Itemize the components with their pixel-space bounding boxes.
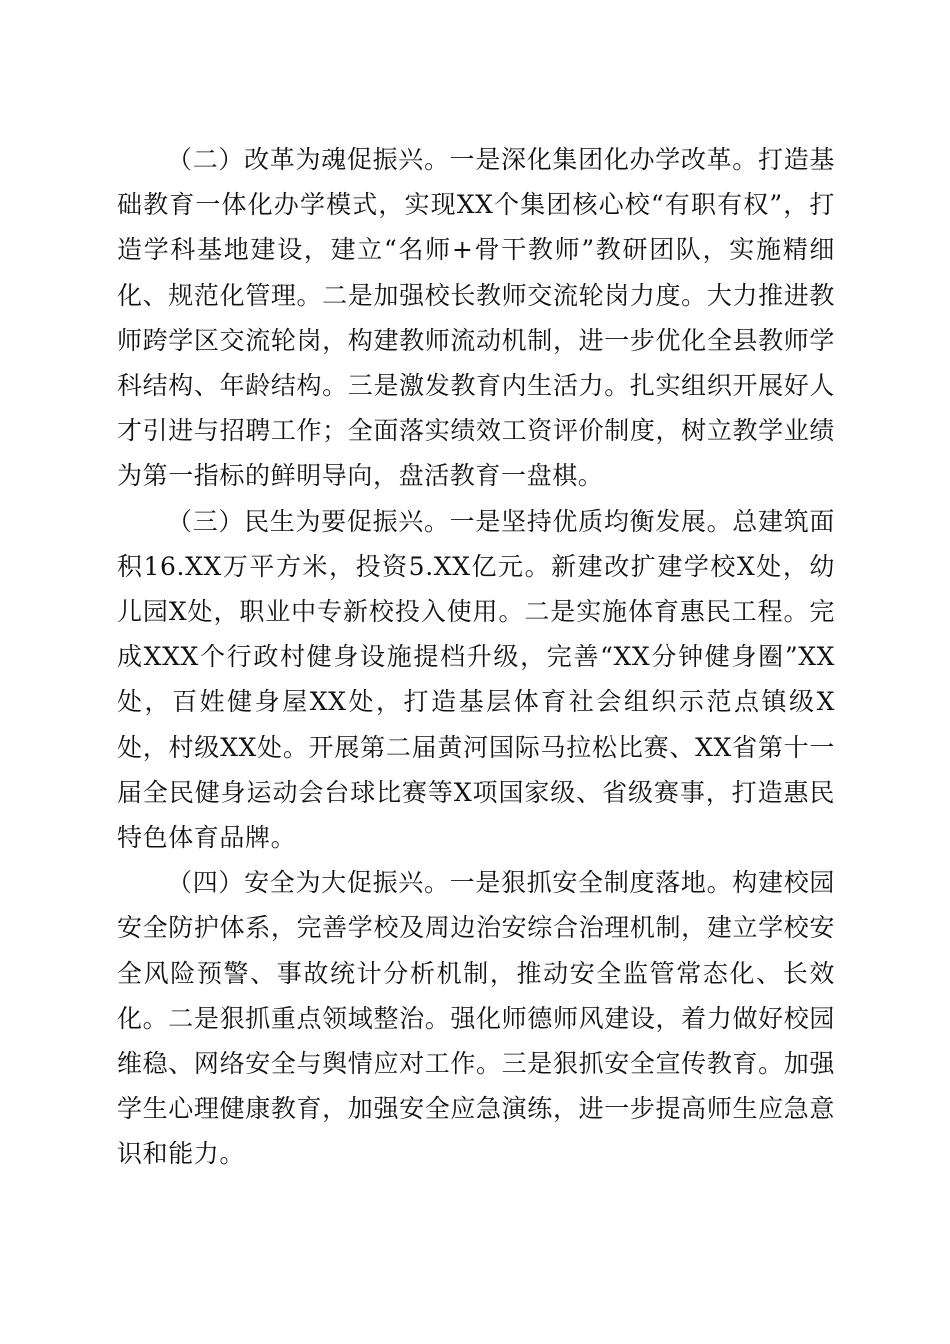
- paragraph-livelihood: （三）民生为要促振兴。一是坚持优质均衡发展。总建筑面积16.XX万平方米，投资5.XX亿元。新建改扩建学校X处，幼儿园X处，职业中专新校投入使用。二是实施体育惠民工程。完成XXX个行政村健身设施提档升级，完善“XX分钟健身圈”XX处，百姓健身屋XX处，打造基层体育社会组织示范点镇级X处，村级XX处。开展第二届黄河国际马拉松比赛、XX省第十一届全民健身运动会台球比赛等X项国家级、省级赛事，打造惠民特色体育品牌。: [117, 506, 835, 853]
- paragraph-reform: （二）改革为魂促振兴。一是深化集团化办学改革。打造基础教育一体化办学模式，实现XX个集团核心校“有职有权”，打造学科基地建设，建立“名师+骨干教师”教研团队，实施精细化、规范化管理。二是加强校长教师交流轮岗力度。大力推进教师跨学区交流轮岗，构建教师流动机制，进一步优化全县教师学科结构、年龄结构。三是激发教育内生活力。扎实组织开展好人才引进与招聘工作；全面落实绩效工资评价制度，树立教学业绩为第一指标的鲜明导向，盘活教育一盘棋。: [117, 145, 835, 491]
- paragraph-safety: （四）安全为大促振兴。一是狠抓安全制度落地。构建校园安全防护体系，完善学校及周边治安综合治理机制，建立学校安全风险预警、事故统计分析机制，推动安全监管常态化、长效化。二是狠抓重点领域整治。强化师德师风建设，着力做好校园维稳、网络安全与舆情应对工作。三是狠抓安全宣传教育。加强学生心理健康教育，加强安全应急演练，进一步提高师生应急意识和能力。: [117, 868, 835, 1169]
- document-body: [117, 137, 835, 1177]
